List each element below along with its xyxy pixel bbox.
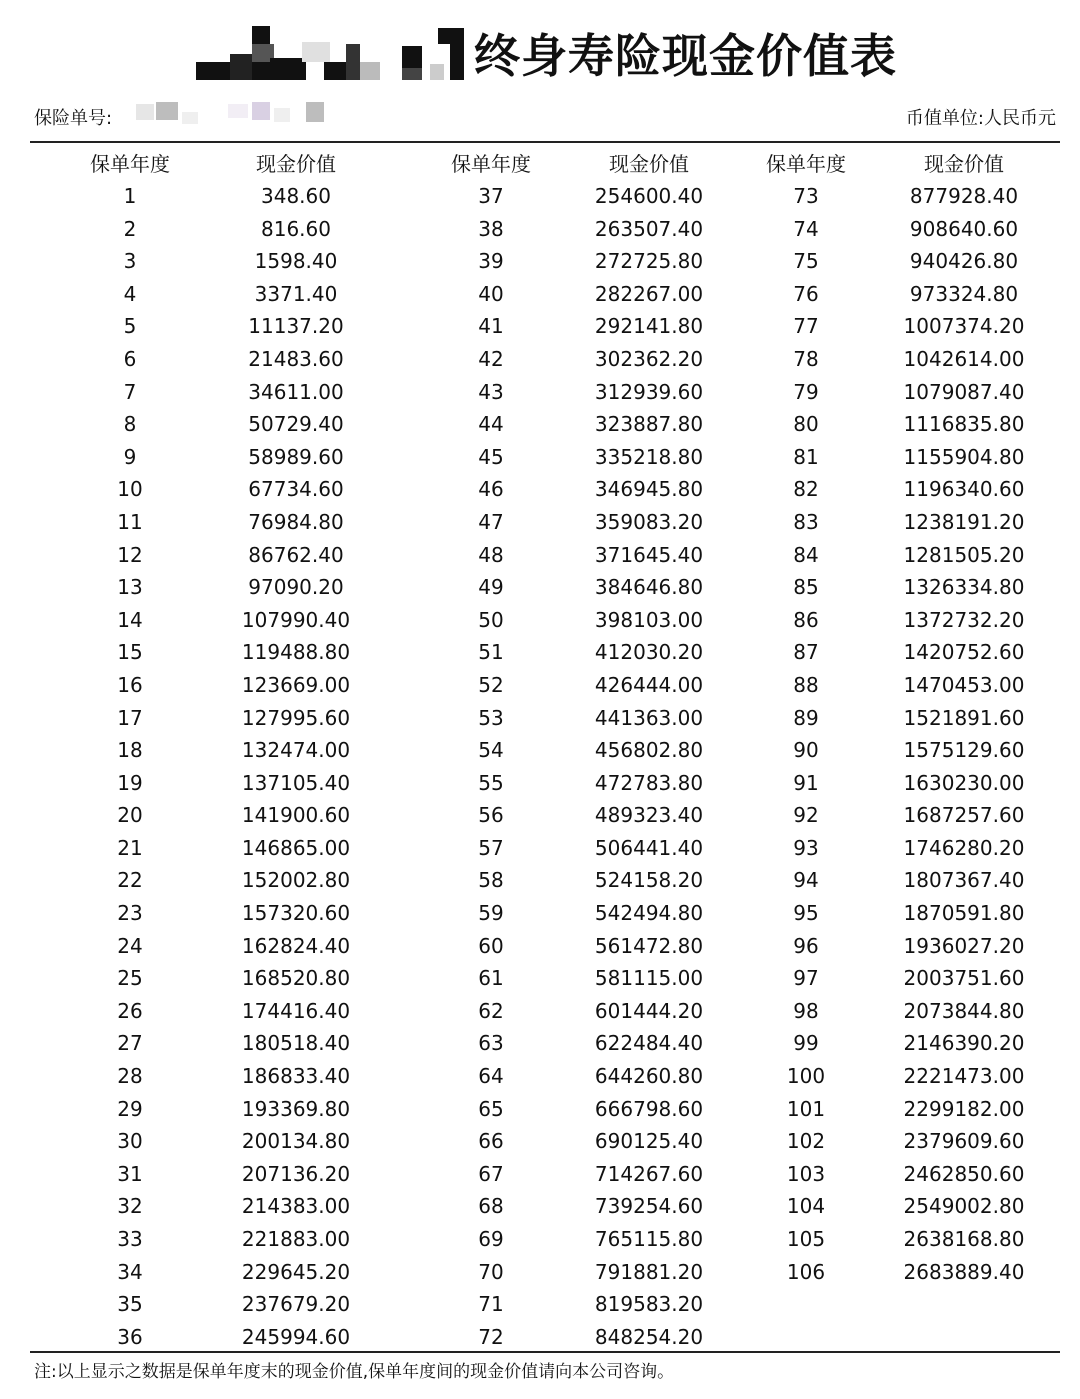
cash-value-cell: 1807367.40 <box>903 868 1025 893</box>
cash-value-cell: 137105.40 <box>241 770 351 795</box>
policy-year-cell: 105 <box>786 1227 826 1251</box>
policy-year-cell: 45 <box>478 444 504 469</box>
policy-year-cell: 22 <box>117 868 143 893</box>
policy-year-cell: 65 <box>478 1096 504 1121</box>
cash-value-cell: 877928.40 <box>909 184 1019 208</box>
cash-value-cell: 489323.40 <box>594 803 704 828</box>
cash-value-cell: 2073844.80 <box>903 998 1025 1023</box>
policy-year-cell: 66 <box>478 1129 504 1154</box>
policy-year-cell: 97 <box>793 966 819 991</box>
cash-value-cell: 739254.60 <box>594 1194 704 1219</box>
cash-value-cell: 86762.40 <box>248 542 344 567</box>
policy-year-cell: 11 <box>117 509 143 534</box>
cash-value-cell: 34611.00 <box>248 379 344 404</box>
page-title: 终身寿险现金价值表 <box>474 29 897 83</box>
policy-year-cell: 51 <box>478 640 504 665</box>
cash-value-cell: 1042614.00 <box>903 346 1025 371</box>
policy-year-cell: 62 <box>478 998 504 1023</box>
cash-value-cell: 524158.20 <box>594 868 704 893</box>
cash-value-cell: 312939.60 <box>594 379 704 404</box>
cash-value-cell: 2146390.20 <box>903 1031 1025 1056</box>
policy-year-cell: 69 <box>478 1227 504 1251</box>
cash-value-cell: 2299182.00 <box>903 1096 1025 1121</box>
policy-year-cell: 58 <box>478 868 504 893</box>
policy-year-cell: 4 <box>123 281 137 306</box>
policy-year-cell: 84 <box>793 542 819 567</box>
policy-year-cell: 83 <box>793 509 819 534</box>
cash-value-cell: 973324.80 <box>909 281 1019 306</box>
cash-value-cell: 174416.40 <box>241 998 351 1023</box>
cash-value-cell: 1470453.00 <box>903 672 1025 697</box>
policy-year-cell: 81 <box>793 444 819 469</box>
policy-year-cell: 13 <box>117 575 143 600</box>
policy-year-cell: 25 <box>117 966 143 991</box>
cash-value-cell: 1155904.80 <box>903 444 1025 469</box>
top-divider <box>30 141 1060 143</box>
cash-value-cell: 221883.00 <box>241 1227 351 1251</box>
cash-value-cell: 58989.60 <box>248 444 344 469</box>
cash-value-cell: 263507.40 <box>594 216 704 241</box>
policy-year-cell: 34 <box>117 1259 143 1284</box>
cash-value-cell: 1238191.20 <box>903 509 1025 534</box>
policy-year-cell: 86 <box>793 607 819 632</box>
policy-year-cell: 24 <box>117 933 143 958</box>
cash-value-column-2 <box>574 148 724 1353</box>
cash-value-cell: 119488.80 <box>241 640 351 665</box>
cash-value-cell: 581115.00 <box>594 966 704 991</box>
cash-value-cell: 254600.40 <box>594 184 704 208</box>
policy-year-cell: 46 <box>478 477 504 502</box>
policy-year-cell: 96 <box>793 933 819 958</box>
cash-value-cell: 908640.60 <box>909 216 1019 241</box>
policy-year-cell: 98 <box>793 998 819 1023</box>
redacted-company-name <box>196 24 468 80</box>
policy-year-cell: 93 <box>793 835 819 860</box>
cash-value-cell: 282267.00 <box>594 281 704 306</box>
cash-value-cell: 561472.80 <box>594 933 704 958</box>
cash-value-cell: 601444.20 <box>594 998 704 1023</box>
cash-value-cell: 2462850.60 <box>903 1161 1025 1186</box>
policy-year-cell: 26 <box>117 998 143 1023</box>
cash-value-cell: 1870591.80 <box>903 901 1025 926</box>
cash-value-cell: 67734.60 <box>248 477 344 502</box>
policy-year-column-3 <box>746 148 866 1288</box>
cash-value-cell: 11137.20 <box>248 314 344 339</box>
policy-year-cell: 14 <box>117 607 143 632</box>
policy-year-cell: 40 <box>478 281 504 306</box>
policy-year-cell: 3 <box>123 249 137 274</box>
policy-year-cell: 43 <box>478 379 504 404</box>
policy-year-cell: 16 <box>117 672 143 697</box>
cash-value-cell: 1116835.80 <box>903 412 1025 437</box>
policy-year-cell: 68 <box>478 1194 504 1219</box>
cash-value-cell: 1326334.80 <box>903 575 1025 600</box>
policy-year-cell: 30 <box>117 1129 143 1154</box>
cash-value-cell: 168520.80 <box>241 966 351 991</box>
policy-year-cell: 64 <box>478 1064 504 1089</box>
cash-value-cell: 2549002.80 <box>903 1194 1025 1219</box>
cash-value-cell: 2683889.40 <box>903 1259 1025 1284</box>
cash-value-cell: 622484.40 <box>594 1031 704 1056</box>
policy-year-cell: 28 <box>117 1064 143 1089</box>
policy-year-cell: 42 <box>478 346 504 371</box>
cash-value-cell: 1079087.40 <box>903 379 1025 404</box>
cash-value-cell: 186833.40 <box>241 1064 351 1089</box>
cash-value-cell: 1196340.60 <box>903 477 1025 502</box>
policy-year-column-2 <box>431 148 551 1353</box>
cash-value-cell: 359083.20 <box>594 509 704 534</box>
policy-year-cell: 18 <box>117 738 143 763</box>
title-row <box>0 18 1080 88</box>
cash-value-cell: 506441.40 <box>594 835 704 860</box>
cash-value-cell: 426444.00 <box>594 672 704 697</box>
policy-year-cell: 78 <box>793 346 819 371</box>
cash-value-cell: 162824.40 <box>241 933 351 958</box>
policy-year-cell: 54 <box>478 738 504 763</box>
cash-value-cell: 229645.20 <box>241 1259 351 1284</box>
cash-value-cell: 1521891.60 <box>903 705 1025 730</box>
cash-value-cell: 848254.20 <box>594 1324 704 1349</box>
policy-year-cell: 103 <box>786 1161 826 1186</box>
policy-year-cell: 67 <box>478 1161 504 1186</box>
policy-year-cell: 29 <box>117 1096 143 1121</box>
cash-value-cell: 2221473.00 <box>903 1064 1025 1089</box>
cash-value-cell: 2003751.60 <box>903 966 1025 991</box>
policy-year-column-1 <box>70 148 190 1353</box>
cash-value-cell: 237679.20 <box>241 1292 351 1317</box>
cash-value-cell: 2379609.60 <box>903 1129 1025 1154</box>
cash-value-cell: 76984.80 <box>248 509 344 534</box>
policy-year-cell: 75 <box>793 249 819 274</box>
cash-value-cell: 50729.40 <box>248 412 344 437</box>
cash-value-cell: 371645.40 <box>594 542 704 567</box>
cash-value-cell: 1746280.20 <box>903 835 1025 860</box>
policy-year-cell: 37 <box>478 184 504 208</box>
cash-value-cell: 384646.80 <box>594 575 704 600</box>
cash-value-cell: 1281505.20 <box>903 542 1025 567</box>
cash-value-cell: 107990.40 <box>241 607 351 632</box>
meta-row <box>0 102 1080 132</box>
column-header-cash-value-3: 现金价值 <box>924 152 1004 176</box>
cash-value-column-1 <box>226 148 366 1353</box>
policy-year-cell: 9 <box>123 444 137 469</box>
policy-year-cell: 55 <box>478 770 504 795</box>
policy-year-cell: 23 <box>117 901 143 926</box>
policy-year-cell: 76 <box>793 281 819 306</box>
policy-year-cell: 53 <box>478 705 504 730</box>
cash-value-cell: 412030.20 <box>594 640 704 665</box>
policy-year-cell: 21 <box>117 835 143 860</box>
policy-year-cell: 82 <box>793 477 819 502</box>
cash-value-cell: 292141.80 <box>594 314 704 339</box>
cash-value-cell: 2638168.80 <box>903 1227 1025 1251</box>
cash-value-cell: 127995.60 <box>241 705 351 730</box>
policy-year-cell: 17 <box>117 705 143 730</box>
cash-value-cell: 1575129.60 <box>903 738 1025 763</box>
policy-year-cell: 6 <box>123 346 137 371</box>
policy-year-cell: 80 <box>793 412 819 437</box>
cash-value-cell: 348.60 <box>261 184 331 208</box>
policy-year-cell: 7 <box>123 379 137 404</box>
policy-year-cell: 38 <box>478 216 504 241</box>
column-header-policy-year-1: 保单年度 <box>90 152 170 176</box>
cash-value-cell: 542494.80 <box>594 901 704 926</box>
policy-year-cell: 104 <box>786 1194 826 1219</box>
policy-year-cell: 49 <box>478 575 504 600</box>
policy-year-cell: 52 <box>478 672 504 697</box>
policy-year-cell: 33 <box>117 1227 143 1251</box>
policy-year-cell: 85 <box>793 575 819 600</box>
cash-value-cell: 1420752.60 <box>903 640 1025 665</box>
cash-value-column-3 <box>884 148 1044 1288</box>
footnote: 注:以上显示之数据是保单年度末的现金价值,保单年度间的现金价值请向本公司咨询。 <box>34 1362 675 1382</box>
cash-value-cell: 152002.80 <box>241 868 351 893</box>
cash-value-cell: 472783.80 <box>594 770 704 795</box>
policy-year-cell: 36 <box>117 1324 143 1349</box>
policy-year-cell: 31 <box>117 1161 143 1186</box>
policy-year-cell: 15 <box>117 640 143 665</box>
column-header-cash-value-2: 现金价值 <box>609 152 689 176</box>
policy-year-cell: 47 <box>478 509 504 534</box>
cash-value-cell: 791881.20 <box>594 1259 704 1284</box>
cash-value-cell: 193369.80 <box>241 1096 351 1121</box>
policy-year-cell: 20 <box>117 803 143 828</box>
policy-year-cell: 19 <box>117 770 143 795</box>
policy-year-cell: 57 <box>478 835 504 860</box>
policy-year-cell: 94 <box>793 868 819 893</box>
policy-year-cell: 56 <box>478 803 504 828</box>
policy-year-cell: 44 <box>478 412 504 437</box>
cash-value-cell: 200134.80 <box>241 1129 351 1154</box>
policy-year-cell: 35 <box>117 1292 143 1317</box>
policy-year-cell: 59 <box>478 901 504 926</box>
cash-value-cell: 1687257.60 <box>903 803 1025 828</box>
policy-year-cell: 12 <box>117 542 143 567</box>
policy-year-cell: 50 <box>478 607 504 632</box>
policy-year-cell: 89 <box>793 705 819 730</box>
cash-value-cell: 940426.80 <box>909 249 1019 274</box>
currency-unit-label: 币值单位:人民币元 <box>905 108 1056 129</box>
policy-year-cell: 90 <box>793 738 819 763</box>
cash-value-cell: 141900.60 <box>241 803 351 828</box>
policy-year-cell: 72 <box>478 1324 504 1349</box>
policy-year-cell: 41 <box>478 314 504 339</box>
policy-year-cell: 2 <box>123 216 137 241</box>
policy-year-cell: 60 <box>478 933 504 958</box>
cash-value-cell: 157320.60 <box>241 901 351 926</box>
policy-year-cell: 88 <box>793 672 819 697</box>
cash-value-cell: 207136.20 <box>241 1161 351 1186</box>
cash-value-cell: 1007374.20 <box>903 314 1025 339</box>
column-header-policy-year-2: 保单年度 <box>451 152 531 176</box>
cash-value-cell: 441363.00 <box>594 705 704 730</box>
policy-year-cell: 106 <box>786 1259 826 1284</box>
cash-value-cell: 346945.80 <box>594 477 704 502</box>
policy-year-cell: 61 <box>478 966 504 991</box>
policy-year-cell: 71 <box>478 1292 504 1317</box>
redacted-policy-number <box>136 102 356 126</box>
cash-value-cell: 816.60 <box>261 216 331 241</box>
policy-year-cell: 32 <box>117 1194 143 1219</box>
cash-value-cell: 714267.60 <box>594 1161 704 1186</box>
column-header-policy-year-3: 保单年度 <box>766 152 846 176</box>
cash-value-cell: 690125.40 <box>594 1129 704 1154</box>
column-header-cash-value-1: 现金价值 <box>256 152 336 176</box>
policy-year-cell: 77 <box>793 314 819 339</box>
policy-year-cell: 101 <box>786 1096 826 1121</box>
cash-value-cell: 180518.40 <box>241 1031 351 1056</box>
policy-year-cell: 1 <box>123 184 137 208</box>
policy-year-cell: 79 <box>793 379 819 404</box>
cash-value-cell: 146865.00 <box>241 835 351 860</box>
policy-year-cell: 39 <box>478 249 504 274</box>
policy-year-cell: 27 <box>117 1031 143 1056</box>
policy-year-cell: 100 <box>786 1064 826 1089</box>
cash-value-cell: 97090.20 <box>248 575 344 600</box>
cash-value-cell: 272725.80 <box>594 249 704 274</box>
cash-value-cell: 398103.00 <box>594 607 704 632</box>
policy-year-cell: 10 <box>117 477 143 502</box>
cash-value-cell: 132474.00 <box>241 738 351 763</box>
policy-year-cell: 92 <box>793 803 819 828</box>
cash-value-cell: 765115.80 <box>594 1227 704 1251</box>
cash-value-cell: 3371.40 <box>254 281 338 306</box>
cash-value-cell: 644260.80 <box>594 1064 704 1089</box>
cash-value-cell: 819583.20 <box>594 1292 704 1317</box>
cash-value-cell: 323887.80 <box>594 412 704 437</box>
policy-year-cell: 74 <box>793 216 819 241</box>
cash-value-cell: 123669.00 <box>241 672 351 697</box>
cash-value-cell: 214383.00 <box>241 1194 351 1219</box>
policy-number-label: 保险单号: <box>34 108 113 129</box>
policy-year-cell: 73 <box>793 184 819 208</box>
policy-year-cell: 99 <box>793 1031 819 1056</box>
policy-year-cell: 8 <box>123 412 137 437</box>
policy-year-cell: 63 <box>478 1031 504 1056</box>
cash-value-cell: 1598.40 <box>254 249 338 274</box>
policy-year-cell: 91 <box>793 770 819 795</box>
policy-year-cell: 70 <box>478 1259 504 1284</box>
cash-value-cell: 456802.80 <box>594 738 704 763</box>
cash-value-cell: 1372732.20 <box>903 607 1025 632</box>
cash-value-cell: 21483.60 <box>248 346 344 371</box>
cash-value-cell: 302362.20 <box>594 346 704 371</box>
bottom-divider <box>30 1351 1060 1353</box>
cash-value-cell: 666798.60 <box>594 1096 704 1121</box>
cash-value-cell: 245994.60 <box>241 1324 351 1349</box>
cash-value-cell: 335218.80 <box>594 444 704 469</box>
policy-year-cell: 95 <box>793 901 819 926</box>
cash-value-cell: 1936027.20 <box>903 933 1025 958</box>
policy-year-cell: 87 <box>793 640 819 665</box>
policy-year-cell: 102 <box>786 1129 826 1154</box>
policy-year-cell: 48 <box>478 542 504 567</box>
policy-year-cell: 5 <box>123 314 137 339</box>
cash-value-cell: 1630230.00 <box>903 770 1025 795</box>
